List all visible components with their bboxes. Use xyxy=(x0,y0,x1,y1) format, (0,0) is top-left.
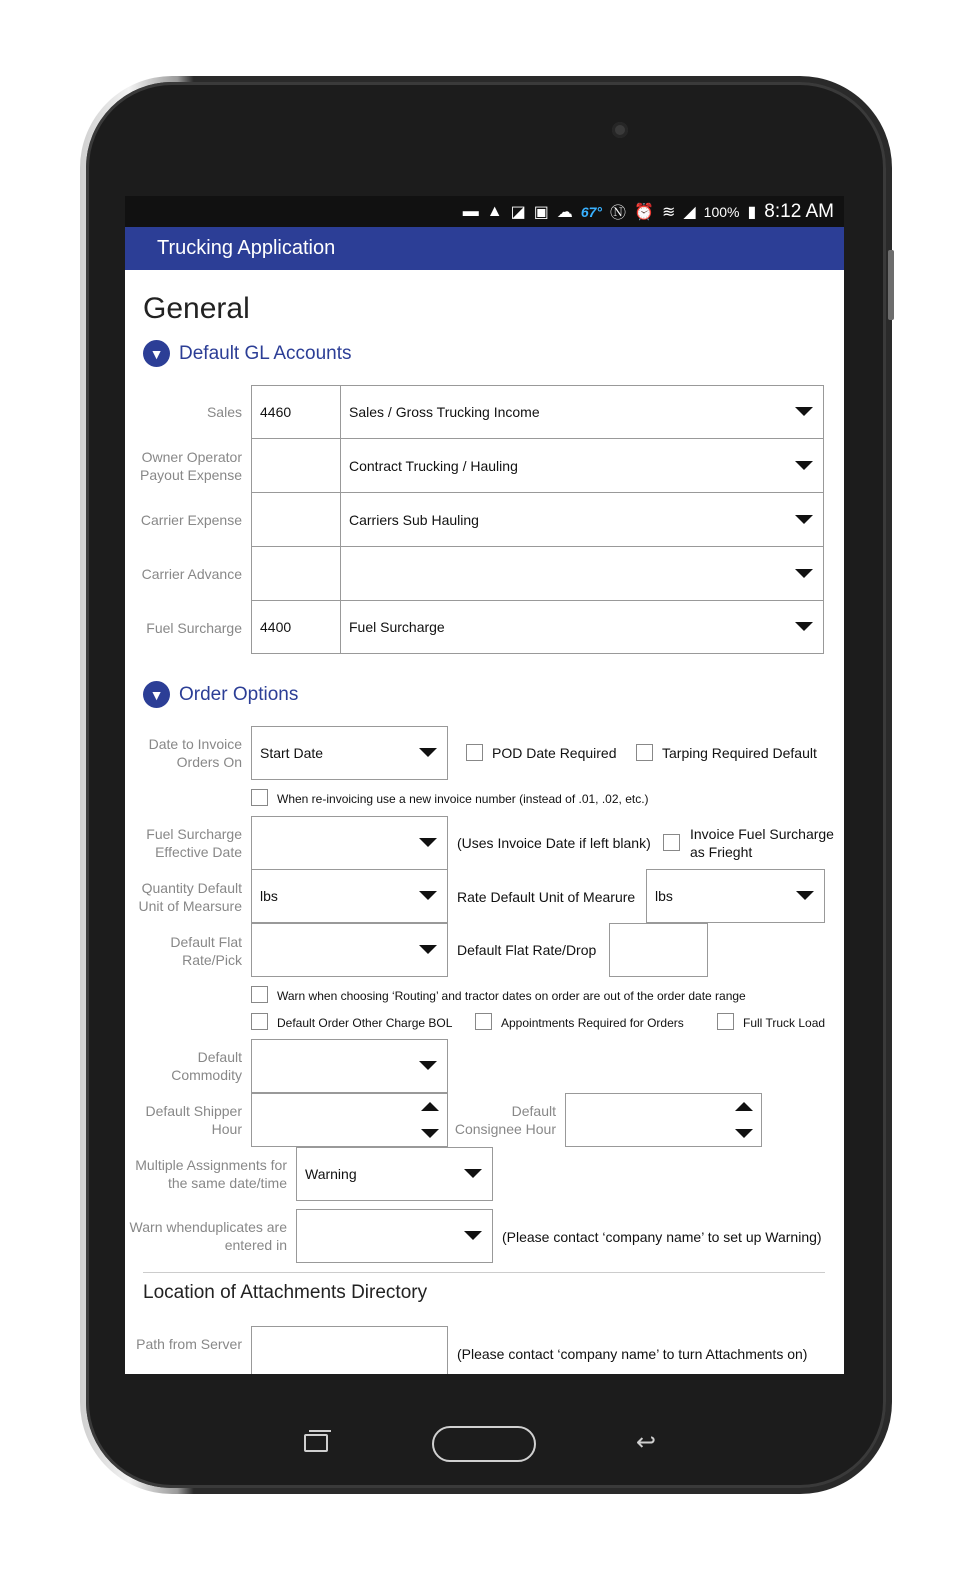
gl-account-carrier-advance-select[interactable] xyxy=(340,546,824,601)
dup-warn-note: (Please contact ‘company name’ to set up Warning) xyxy=(502,1229,822,1245)
full-truck-load-checkbox[interactable] xyxy=(717,1013,734,1030)
select-value: Sales / Gross Trucking Income xyxy=(349,404,540,420)
dropdown-arrow-icon xyxy=(795,515,813,524)
front-camera xyxy=(612,122,628,138)
clock-text: 8:12 AM xyxy=(764,200,834,222)
path-label: Path from Server xyxy=(136,1336,242,1352)
screen xyxy=(125,196,844,1374)
gl-label-sales: Sales xyxy=(206,404,242,420)
rate-uom-select[interactable] xyxy=(646,869,825,923)
image-icon: ▣ xyxy=(533,203,549,221)
dropdown-arrow-icon xyxy=(419,748,437,757)
gl-code-owner-operator[interactable] xyxy=(251,438,341,493)
chevron-down-icon[interactable]: ▼ xyxy=(143,340,170,367)
invoice-fuel-label: Invoice Fuel Surcharge as Frieght xyxy=(690,826,834,860)
warning-icon: ▲ xyxy=(486,202,503,220)
recent-apps-icon[interactable] xyxy=(304,1434,328,1452)
routing-warn-checkbox[interactable] xyxy=(251,986,268,1003)
select-value: lbs xyxy=(655,888,673,904)
date-to-invoice-select[interactable] xyxy=(251,726,448,780)
signal-icon: ◢ xyxy=(683,203,696,221)
gl-label-carrier-expense: Carrier Expense xyxy=(140,512,242,528)
gl-label-carrier-advance: Carrier Advance xyxy=(141,566,242,582)
home-button[interactable] xyxy=(432,1426,536,1462)
dropdown-arrow-icon xyxy=(795,407,813,416)
fuel-eff-note: (Uses Invoice Date if left blank) xyxy=(457,835,651,851)
message-icon: ▬ xyxy=(462,202,479,220)
alarm-icon: ⏰ xyxy=(634,203,654,221)
gl-code-carrier-expense[interactable] xyxy=(251,492,341,547)
wifi-icon: ≋ xyxy=(661,203,676,221)
select-value: Contract Trucking / Hauling xyxy=(349,457,518,474)
dropdown-arrow-icon xyxy=(796,891,814,900)
chevron-down-icon[interactable]: ▼ xyxy=(143,681,170,708)
temperature-text: 67° xyxy=(580,203,602,220)
reinvoice-checkbox[interactable] xyxy=(251,789,268,806)
power-button xyxy=(888,250,894,320)
app-title: Trucking Application xyxy=(125,227,844,270)
gl-account-fuel-surcharge-select[interactable] xyxy=(340,600,824,654)
nfc-icon: Ⓝ xyxy=(610,205,627,222)
increment-icon[interactable] xyxy=(735,1102,753,1111)
dropdown-arrow-icon xyxy=(419,945,437,954)
gl-code-carrier-advance[interactable] xyxy=(251,546,341,601)
tarping-required-label: Tarping Required Default xyxy=(662,745,817,761)
section-order-options[interactable] xyxy=(143,681,298,708)
dropdown-arrow-icon xyxy=(419,891,437,900)
other-charge-bol-checkbox[interactable] xyxy=(251,1013,268,1030)
dropdown-arrow-icon xyxy=(464,1231,482,1240)
gl-account-owner-operator-select[interactable] xyxy=(340,438,824,493)
appointments-required-label: Appointments Required for Orders xyxy=(501,1016,684,1030)
tarping-required-checkbox[interactable] xyxy=(636,744,653,761)
gl-code-sales[interactable]: 4460 xyxy=(251,385,341,439)
select-value: lbs xyxy=(260,888,278,904)
shipper-hour-label: Default Shipper Hour xyxy=(145,1103,242,1137)
page-title: General xyxy=(143,292,250,325)
dup-warn-select[interactable] xyxy=(296,1209,493,1263)
attachments-title: Location of Attachments Directory xyxy=(143,1282,428,1303)
weather-icon: ☁ xyxy=(556,203,573,221)
pod-required-label: POD Date Required xyxy=(492,745,617,761)
section-title: Order Options xyxy=(179,683,299,705)
path-input[interactable] xyxy=(251,1326,448,1374)
invoice-fuel-checkbox[interactable] xyxy=(663,834,680,851)
battery-icon: ▮ xyxy=(747,203,757,221)
section-default-gl-accounts[interactable] xyxy=(143,340,352,367)
shipper-hour-stepper[interactable] xyxy=(251,1093,448,1147)
gl-account-sales-select[interactable] xyxy=(340,385,824,439)
multi-assign-label: Multiple Assignments for the same date/time xyxy=(135,1157,287,1191)
flat-drop-input[interactable] xyxy=(609,923,708,977)
status-bar xyxy=(125,196,844,227)
gl-label-owner-operator: Owner Operator Payout Expense xyxy=(140,449,242,483)
consignee-hour-label: Default Consignee Hour xyxy=(454,1103,556,1137)
other-charge-bol-label: Default Order Other Charge BOL xyxy=(277,1016,453,1030)
gl-code-fuel-surcharge[interactable]: 4400 xyxy=(251,600,341,654)
dropdown-arrow-icon xyxy=(419,1061,437,1070)
dropdown-arrow-icon xyxy=(795,461,813,470)
qty-uom-label: Quantity Default Unit of Mearsure xyxy=(138,880,242,914)
commodity-select[interactable] xyxy=(251,1039,448,1093)
multi-assign-select[interactable] xyxy=(296,1147,493,1201)
decrement-icon[interactable] xyxy=(735,1129,753,1138)
routing-warn-label: Warn when choosing ‘Routing’ and tractor dates on order are out of the order date range xyxy=(277,989,746,1003)
dropdown-arrow-icon xyxy=(795,622,813,631)
pod-required-checkbox[interactable] xyxy=(466,744,483,761)
chart-icon: ◪ xyxy=(510,203,526,221)
fuel-eff-select[interactable] xyxy=(251,816,448,870)
select-value: Warning xyxy=(305,1166,357,1182)
rate-uom-label: Rate Default Unit of Mearure xyxy=(457,889,636,905)
section-title: Default GL Accounts xyxy=(179,342,352,364)
select-value: Carriers Sub Hauling xyxy=(349,511,479,528)
full-truck-load-label: Full Truck Load xyxy=(743,1016,826,1030)
fuel-eff-label: Fuel Surcharge Effective Date xyxy=(146,826,242,860)
commodity-label: Default Commodity xyxy=(171,1049,242,1083)
dup-warn-label: Warn whenduplicates are entered in xyxy=(129,1219,287,1253)
dropdown-arrow-icon xyxy=(795,569,813,578)
divider xyxy=(143,1272,825,1273)
dropdown-arrow-icon xyxy=(464,1169,482,1178)
flat-pick-select[interactable] xyxy=(251,923,448,977)
flat-pick-label: Default Flat Rate/Pick xyxy=(170,934,242,968)
gl-label-fuel-surcharge: Fuel Surcharge xyxy=(146,620,242,636)
consignee-hour-stepper[interactable] xyxy=(565,1093,762,1147)
appointments-required-checkbox[interactable] xyxy=(475,1013,492,1030)
back-icon[interactable]: ↩ xyxy=(636,1429,657,1456)
qty-uom-select[interactable] xyxy=(251,869,448,923)
date-to-invoice-label: Date to Invoice Orders On xyxy=(148,736,242,770)
select-value: Start Date xyxy=(260,745,324,761)
increment-icon[interactable] xyxy=(421,1102,439,1111)
decrement-icon[interactable] xyxy=(421,1129,439,1138)
flat-drop-label: Default Flat Rate/Drop xyxy=(457,942,597,958)
reinvoice-label: When re-invoicing use a new invoice number (instead of .01, .02, etc.) xyxy=(277,792,649,806)
select-value: Fuel Surcharge xyxy=(349,619,445,635)
attachments-note: (Please contact ‘company name’ to turn Attachments on) xyxy=(457,1346,808,1362)
battery-text: 100% xyxy=(703,203,740,220)
dropdown-arrow-icon xyxy=(419,838,437,847)
gl-account-carrier-expense-select[interactable] xyxy=(340,492,824,547)
